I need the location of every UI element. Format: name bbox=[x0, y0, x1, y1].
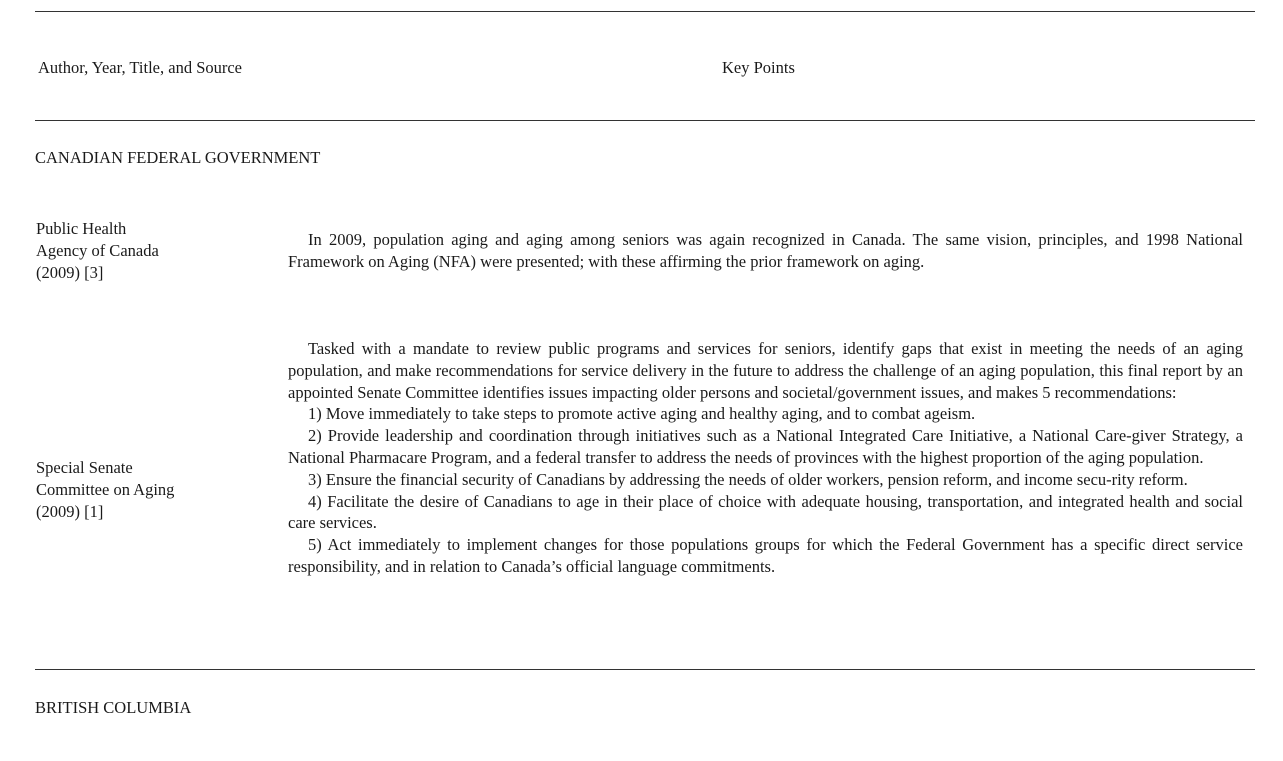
top-rule bbox=[35, 11, 1255, 12]
keypoint-paragraph: In 2009, population aging and aging among seniors was again recognized in Canada. The same vision, principles, and 1998 National Framework on Aging (NFA) were presented; with these affirming the prior framework on aging. bbox=[288, 230, 1243, 271]
row-source-senate-committee bbox=[36, 457, 174, 523]
source-line: Public Health bbox=[36, 219, 127, 238]
row-keypoints-senate-committee bbox=[288, 338, 1243, 578]
source-line: Committee on Aging bbox=[36, 480, 175, 499]
section-title-federal: CANADIAN FEDERAL GOVERNMENT bbox=[35, 148, 321, 167]
header-rule bbox=[35, 120, 1255, 121]
source-line: Special Senate bbox=[36, 458, 133, 477]
row-keypoints-public-health bbox=[288, 229, 1243, 273]
recommendation-item: 4) Facilitate the desire of Canadians to age in their place of choice with adequate housing, transportation, and integrated health and social care services. bbox=[288, 491, 1243, 533]
section-title-british-columbia: BRITISH COLUMBIA bbox=[35, 698, 192, 717]
source-line: (2009) [3] bbox=[36, 263, 104, 282]
source-line: (2009) [1] bbox=[36, 502, 104, 521]
section-divider-rule bbox=[35, 669, 1255, 670]
recommendation-item: 5) Act immediately to implement changes for those populations groups for which the Federal Government has a specific direct service responsibility, and in relation to Canada’s official language commitments. bbox=[288, 535, 1243, 576]
keypoint-paragraph: Tasked with a mandate to review public programs and services for seniors, identify gaps that exist in meeting the needs of an aging population, and make recommendations for service delivery in the future to address the challenge of an aging population, this final report by an appointed Senate Committee identifies issues impacting older persons and societal/government issues, and makes 5 recommendations: bbox=[288, 339, 1243, 402]
recommendation-item: 1) Move immediately to take steps to promote active aging and healthy aging, and to combat ageism. bbox=[308, 404, 976, 424]
row-source-public-health bbox=[36, 218, 159, 284]
recommendation-item: 3) Ensure the financial security of Canadians by addressing the needs of older workers, pension reform, and income secu-rity reform. bbox=[308, 469, 1188, 489]
column-header-source: Author, Year, Title, and Source bbox=[38, 58, 243, 77]
recommendation-item: 2) Provide leadership and coordination through initiatives such as a National Integrated Care Initiative, a National Care-giver Strategy, a National Pharmacare Program, and a federal transfer to address the needs of provinces with the highest proportion of the aging population. bbox=[288, 426, 1243, 467]
source-line: Agency of Canada bbox=[36, 241, 159, 260]
column-header-key-points: Key Points bbox=[722, 58, 795, 77]
